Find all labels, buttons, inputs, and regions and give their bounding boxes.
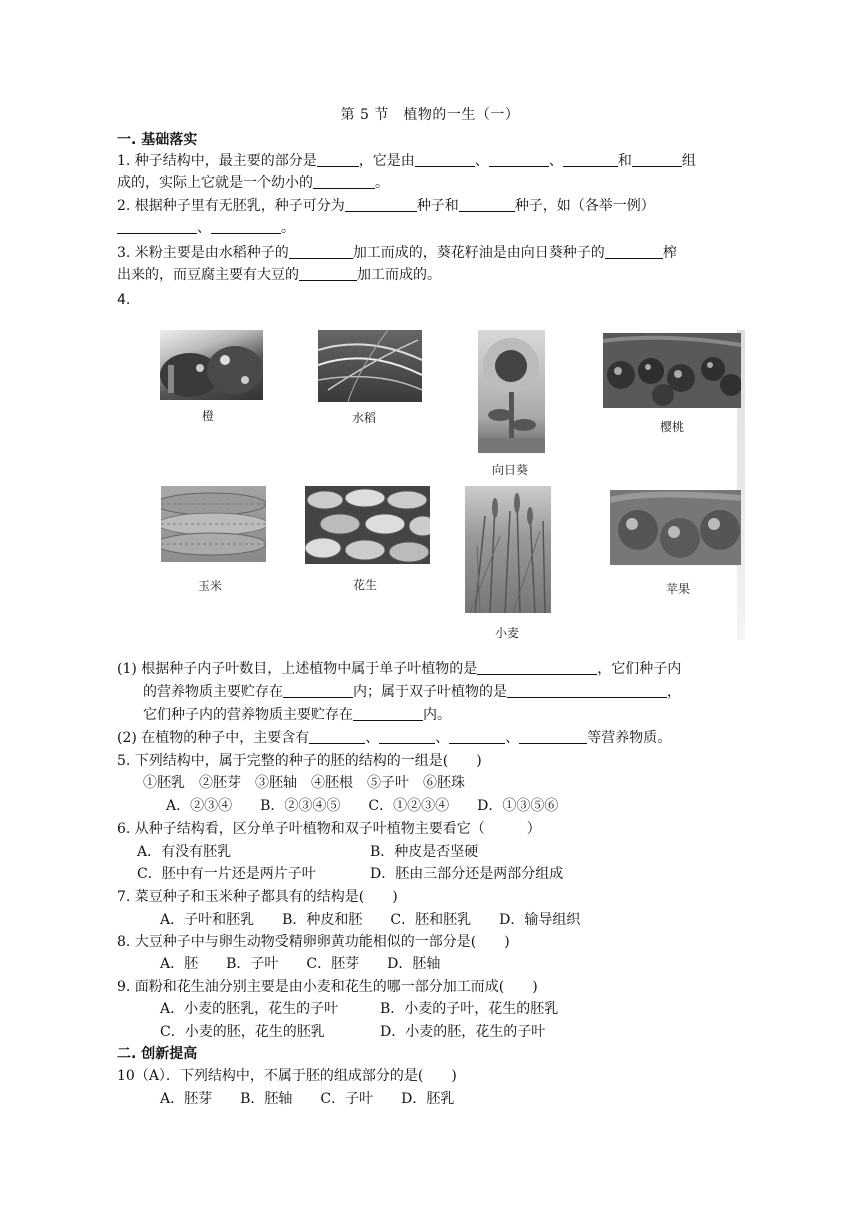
question-8-options: A．胚 B．子叶 C．胚芽 D．胚轴 — [160, 956, 441, 972]
question-4-number: 4. — [117, 292, 131, 308]
answer-blank[interactable] — [379, 729, 435, 744]
answer-blank[interactable] — [345, 197, 417, 212]
corn-photo — [161, 486, 266, 562]
plant-label-rice: 水稻 — [352, 411, 377, 425]
question-9-option-b: B．小麦的子叶，花生的胚乳 — [380, 1001, 559, 1017]
answer-blank[interactable] — [211, 219, 281, 234]
question-6-option-d: D．胚由三部分还是两部分组成 — [370, 866, 564, 882]
question-6-option-a: A．有没有胚乳 — [137, 844, 232, 860]
question-9-stem: 9. 面粉和花生油分别主要是由小麦和花生的哪一部分加工而成( ) — [117, 979, 538, 995]
wheat-image — [465, 486, 551, 613]
question-4-1-line-3: 它们种子内的营养物质主要贮存在 内。 — [143, 707, 451, 723]
plant-label-cherry: 樱桃 — [660, 420, 685, 434]
answer-blank[interactable] — [117, 219, 197, 234]
question-5-items: ①胚乳 ②胚芽 ③胚轴 ④胚根 ⑤子叶 ⑥胚珠 — [143, 775, 465, 791]
plant-label-peanut: 花生 — [353, 578, 378, 592]
question-3-line-2: 出来的，而豆腐主要有大豆的 加工而成的。 — [117, 267, 441, 283]
answer-blank[interactable] — [353, 706, 423, 721]
rice-photo — [318, 330, 422, 402]
question-6-option-c: C．胚中有一片还是两片子叶 — [137, 866, 316, 882]
plant-label-corn: 玉米 — [198, 579, 223, 593]
answer-blank[interactable] — [632, 152, 682, 167]
question-7-options: A．子叶和胚乳 B．种皮和胚 C．胚和胚乳 D．输导组织 — [160, 912, 581, 928]
section-heading-advanced: 二. 创新提高 — [117, 1046, 198, 1062]
sunflower-image — [478, 330, 545, 453]
plant-label-wheat: 小麦 — [495, 626, 520, 640]
answer-blank[interactable] — [459, 197, 515, 212]
question-5-stem: 5. 下列结构中，属于完整的种子的胚的结构的一组是( ) — [117, 753, 482, 769]
question-1-line-2: 成的，实际上它就是一个幼小的 。 — [117, 175, 389, 191]
answer-blank[interactable] — [415, 152, 475, 167]
answer-blank[interactable] — [283, 683, 353, 698]
plant-label-sunflower: 向日葵 — [492, 463, 529, 477]
question-2-line-1: 2. 根据种子里有无胚乳，种子可分为 种子和 种子，如（各举一例） — [117, 198, 655, 214]
rice-image — [318, 330, 422, 402]
answer-blank[interactable] — [605, 244, 663, 259]
corn-image — [161, 486, 266, 562]
apple-photo — [610, 490, 741, 565]
answer-blank[interactable] — [309, 729, 365, 744]
peanut-image — [305, 486, 430, 564]
answer-blank[interactable] — [563, 152, 618, 167]
question-1-line-1: 1. 种子结构中，最主要的部分是 ，它是由 、 、 和 组 — [117, 153, 696, 169]
answer-blank[interactable] — [299, 266, 357, 281]
answer-blank[interactable] — [449, 729, 505, 744]
orange-tree-photo — [160, 330, 263, 400]
answer-blank[interactable] — [507, 683, 667, 698]
question-9-option-d: D．小麦的胚，花生的子叶 — [380, 1024, 546, 1040]
question-8-stem: 8. 大豆种子中与卵生动物受精卵卵黄功能相似的一部分是( ) — [117, 934, 510, 950]
orange-tree-image — [160, 330, 263, 400]
question-6-stem: 6. 从种子结构看，区分单子叶植物和双子叶植物主要看它（ ） — [117, 821, 541, 837]
answer-blank[interactable] — [289, 244, 353, 259]
question-5-options: A．②③④ B．②③④⑤ C．①②③④ D．①③⑤⑥ — [166, 798, 559, 814]
page-title: 第 5 节 植物的一生（一） — [340, 107, 520, 123]
plant-label-orange: 橙 — [202, 409, 215, 423]
question-6-option-b: B．种皮是否坚硬 — [370, 844, 479, 860]
question-9-option-c: C．小麦的胚，花生的胚乳 — [160, 1024, 325, 1040]
sunflower-photo — [478, 330, 545, 453]
cherry-image — [603, 333, 741, 408]
apple-image — [610, 490, 741, 565]
answer-blank[interactable] — [489, 152, 549, 167]
peanut-photo — [305, 486, 430, 564]
wheat-photo — [465, 486, 551, 613]
question-10-stem: 10（A）．下列结构中，不属于胚的组成部分的是( ) — [117, 1068, 457, 1084]
question-4-1-line-2: 的营养物质主要贮存在 内；属于双子叶植物的是 ， — [143, 684, 681, 700]
answer-blank[interactable] — [477, 660, 597, 675]
answer-blank[interactable] — [313, 174, 375, 189]
question-3-line-1: 3. 米粉主要是由水稻种子的 加工而成的，葵花籽油是由向日葵种子的 榨 — [117, 245, 677, 261]
question-4-2: (2) 在植物的种子中，主要含有 、 、 、 等营养物质。 — [117, 730, 672, 746]
answer-blank[interactable] — [519, 729, 587, 744]
plant-label-apple: 苹果 — [666, 582, 691, 596]
question-9-option-a: A．小麦的胚乳，花生的子叶 — [160, 1001, 339, 1017]
question-2-line-2: 、 。 — [117, 218, 295, 238]
question-4-1-line-1: (1) 根据种子内子叶数目，上述植物中属于单子叶植物的是 ，它们种子内 — [117, 661, 682, 677]
cherry-photo — [603, 333, 741, 408]
question-7-stem: 7. 菜豆种子和玉米种子都具有的结构是( ) — [117, 889, 398, 905]
answer-blank[interactable] — [317, 152, 359, 167]
question-10-options: A．胚芽 B．胚轴 C．子叶 D．胚乳 — [160, 1091, 455, 1107]
section-heading-basics: 一. 基础落实 — [117, 132, 198, 148]
